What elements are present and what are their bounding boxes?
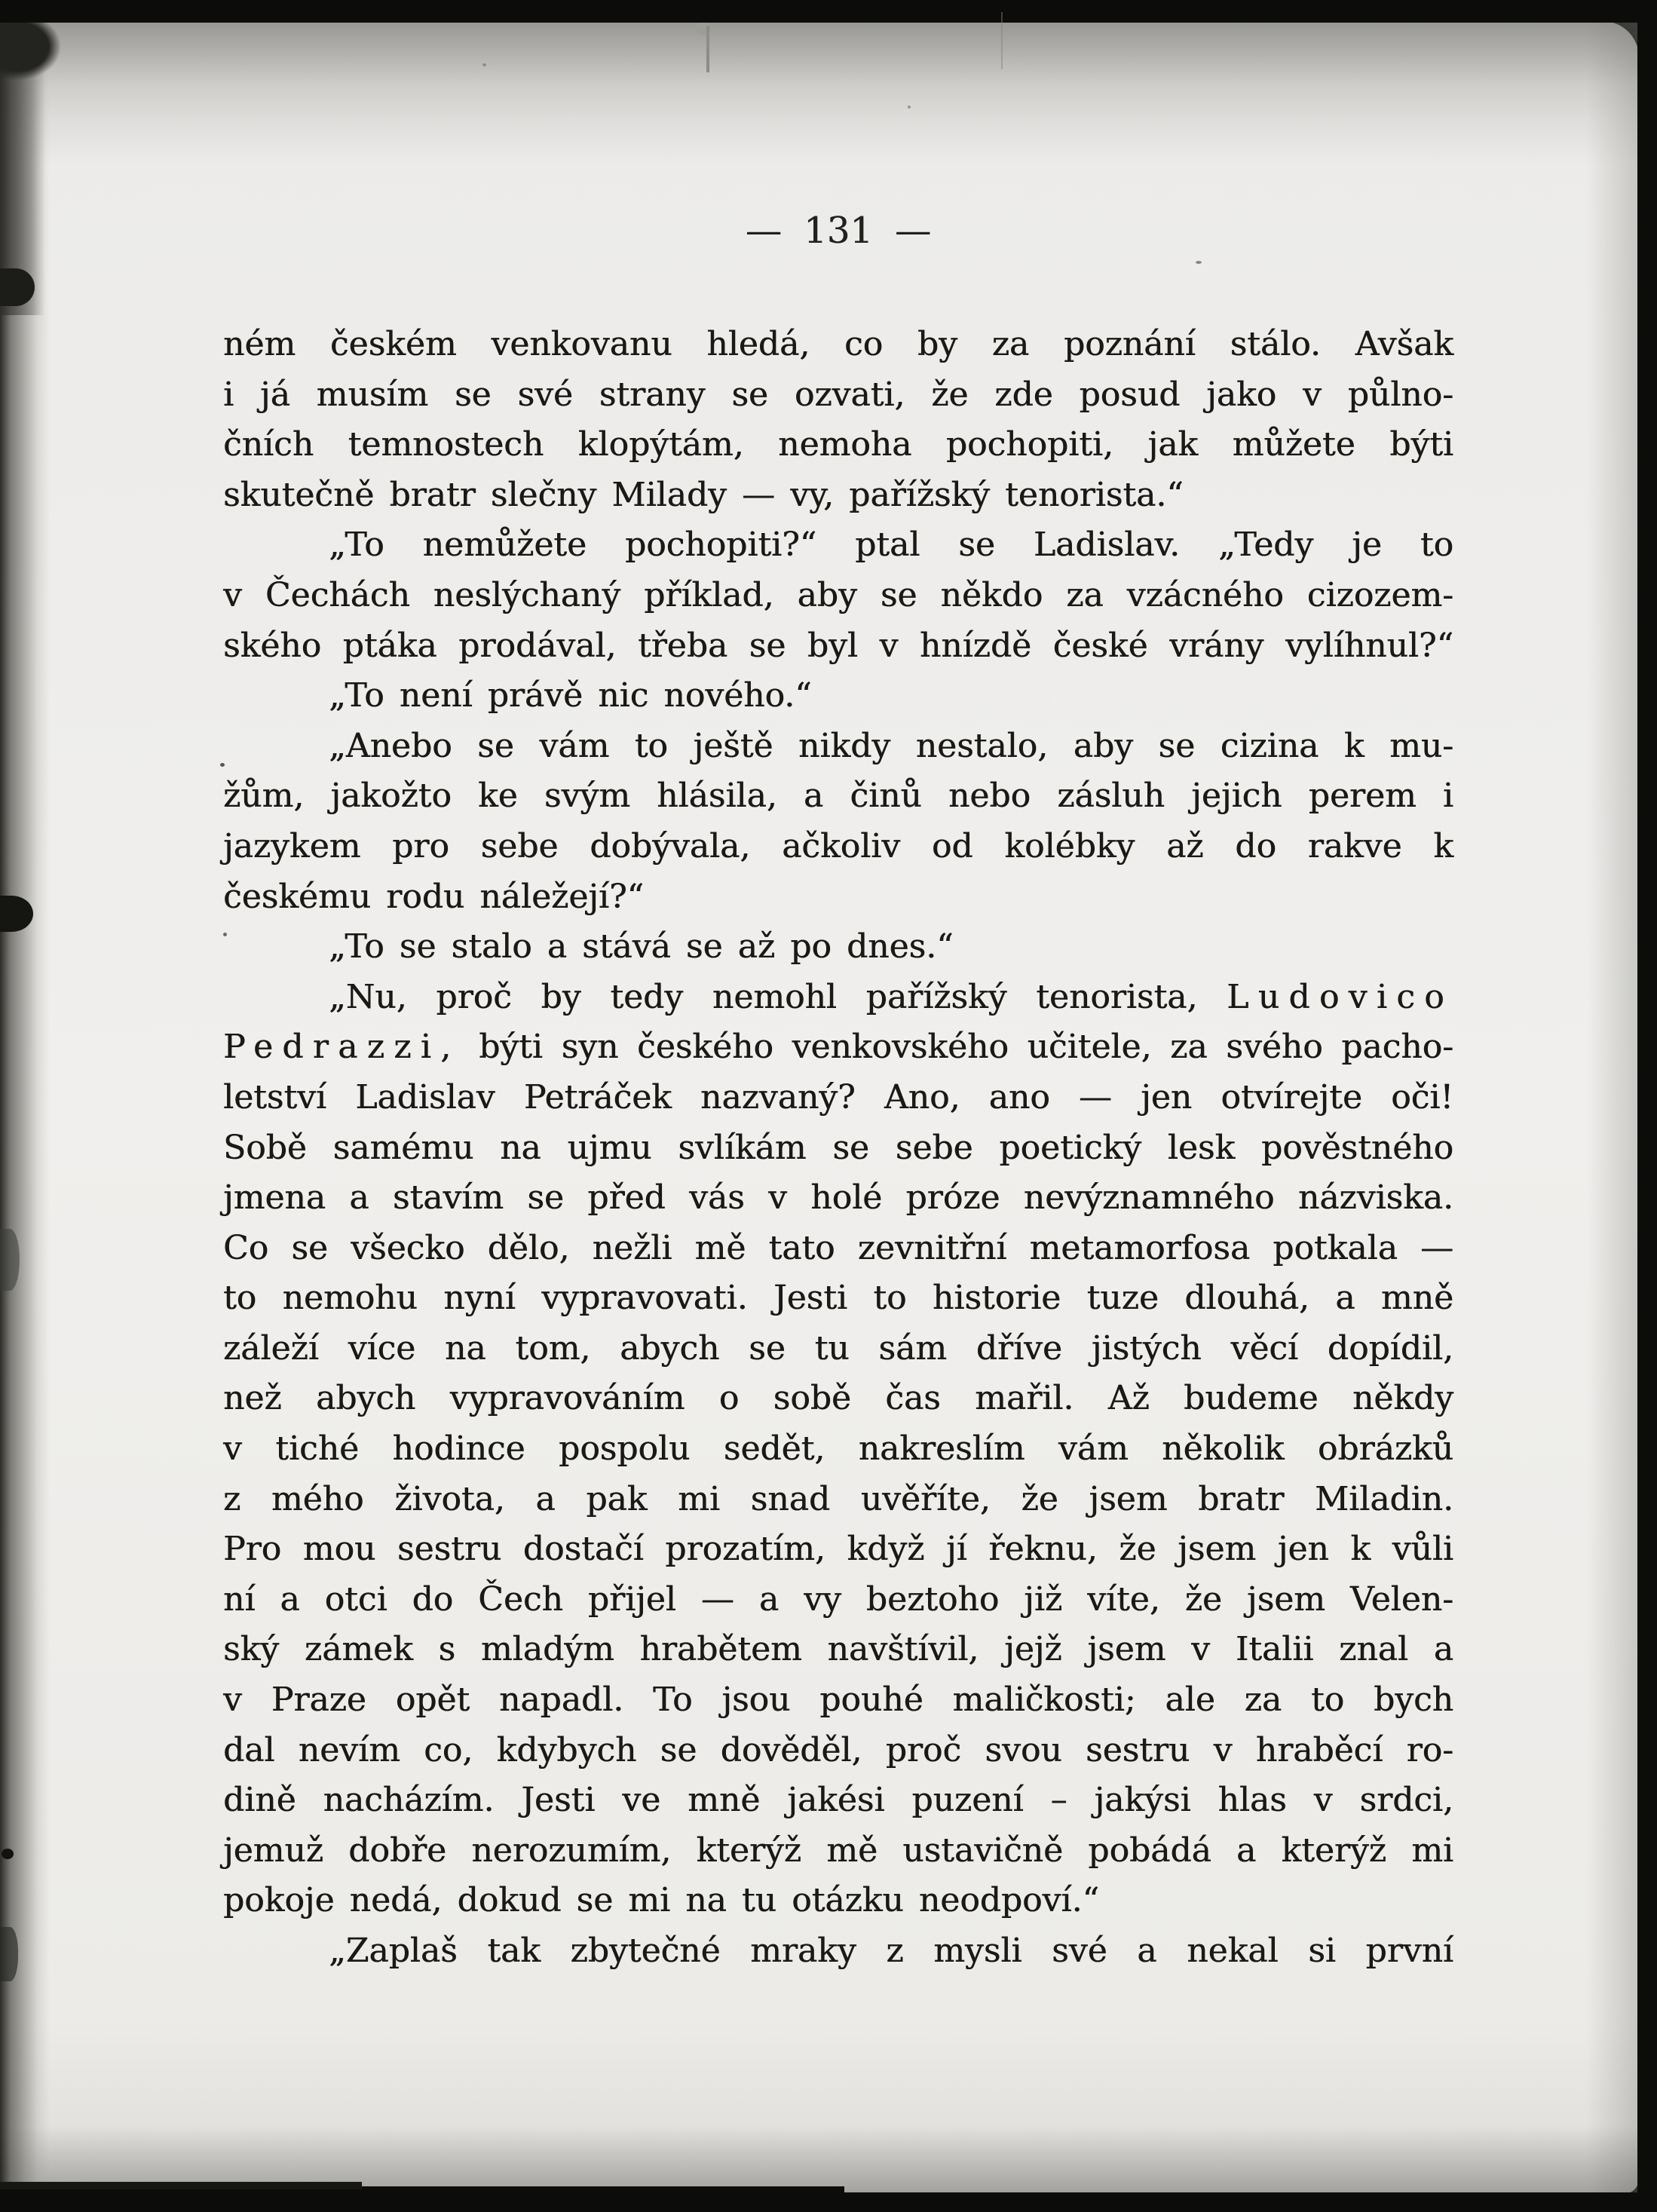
scan-artifact-blob [0,1927,18,1981]
text-line: v tiché hodince pospolu sedět, nakreslím vám několik obrázků [223,1429,1453,1469]
text-line: pokoje nedá, dokud se mi na tu otázku neodpoví.“ [223,1881,1099,1920]
text-line: i já musím se své strany se ozvati, že zde posud jako v půlno- [223,375,1453,414]
scan-border-right [1637,0,1657,2212]
text-line: ský zámek s mladým hrabětem navštívil, jejž jsem v Italii znal a [223,1630,1453,1669]
letterspaced-name: Pedrazzi, [223,1028,461,1067]
text-line: letství Ladislav Petráček nazvaný? Ano, ano — jen otvírejte oči! [223,1077,1453,1117]
text-line: z mého života, a pak mi snad uvěříte, že jsem bratr Miladin. [223,1479,1453,1518]
text-line: ní a otci do Čech přijel — a vy beztoho již víte, že jsem Velen- [223,1579,1453,1619]
scan-artifact-blob [0,1229,20,1291]
scan-shadow-right [1586,21,1639,2194]
text-line: „To nemůžete pochopiti?“ ptal se Ladislav. „Tedy je to [329,525,1453,565]
text-line [223,973,1453,1023]
text-line: než abych vypravováním o sobě čas mařil. Až budeme někdy [223,1379,1453,1418]
text-line-segment: býti syn českého venkovského učitele, za svého pacho- [460,1028,1453,1067]
book-binding-edge [0,21,50,2194]
text-line: záleží více na tom, abych se tu sám dříve jistých věcí dopídil, [223,1328,1453,1368]
text-line: jmena a stavím se před vás v holé próze nevýznamného názviska. [223,1178,1453,1218]
text-line: čních temnostech klopýtám, nemoha pochopiti, jak můžete býti [223,425,1453,464]
scan-artifact-speck [1196,261,1202,264]
text-line: ského ptáka prodával, třeba se byl v hnízdě české vrány vylíhnul?“ [223,626,1453,665]
letterspaced-name: Ludovico [1227,977,1453,1016]
text-line: Co se všecko dělo, nežli mě tato zevnitřní metamorfosa potkala — [223,1228,1453,1267]
text-line: to nemohu nyní vypravovati. Jesti to historie tuze dlouhá, a mně [223,1279,1453,1318]
text-line: dal nevím co, kdybych se dověděl, proč svou sestru v hraběcí ro- [223,1730,1453,1769]
page-number: — 131 — [745,210,932,252]
scan-artifact-mark [1001,12,1003,69]
scan-artifact-blob [0,23,60,80]
text-line: „To se stalo a stává se až po dnes.“ [329,927,954,967]
scan-artifact-speck [220,763,225,767]
text-line: jemuž dobře nerozumím, kterýž mě ustavičně pobádá a kterýž mi [223,1831,1453,1870]
text-line: „To není právě nic nového.“ [329,676,812,715]
scan-border-top [0,0,1657,23]
text-line [223,1022,1453,1073]
text-line: Sobě samému na ujmu svlíkám se sebe poetický lesk pověstného [223,1128,1453,1167]
text-line: v Praze opět napadl. To jsou pouhé maličkosti; ale za to bych [223,1680,1453,1720]
scan-border-bottom-step [0,2182,362,2189]
scan-artifact-mark [706,26,709,72]
scan-artifact-speck [482,63,486,66]
text-line: žům, jakožto ke svým hlásila, a činů nebo zásluh jejich perem i [223,777,1453,816]
page-text [223,320,1453,1977]
text-line: jazykem pro sebe dobývala, ačkoliv od kolébky až do rakve k [223,826,1453,865]
text-line: „Zaplaš tak zbytečné mraky z mysli své a nekal si první [329,1932,1453,1970]
text-line-segment: „Nu, proč by tedy nemohl pařížský tenorista, [329,977,1227,1016]
text-line: dině nacházím. Jesti ve mně jakési puzení – jakýsi hlas v srdci, [223,1781,1453,1820]
scan-shadow-top [0,21,1639,164]
scan-artifact-dot [2,1849,14,1859]
scan-artifact-speck [908,106,911,109]
text-line: „Anebo se vám to ještě nikdy nestalo, aby se cizina k mu- [329,726,1453,765]
scan-artifact-speck [223,933,227,936]
text-line: českému rodu náležejí?“ [223,877,645,916]
text-line: skutečně bratr slečny Milady — vy, pařížský tenorista.“ [223,475,1184,514]
text-line: v Čechách neslýchaný příklad, aby se někdo za vzácného cizozem- [223,575,1453,614]
text-line: Pro mou sestru dostačí prozatím, když jí řeknu, že jsem jen k vůli [223,1530,1453,1569]
text-line: ném českém venkovanu hledá, co by za poznání stálo. Avšak [223,325,1453,363]
